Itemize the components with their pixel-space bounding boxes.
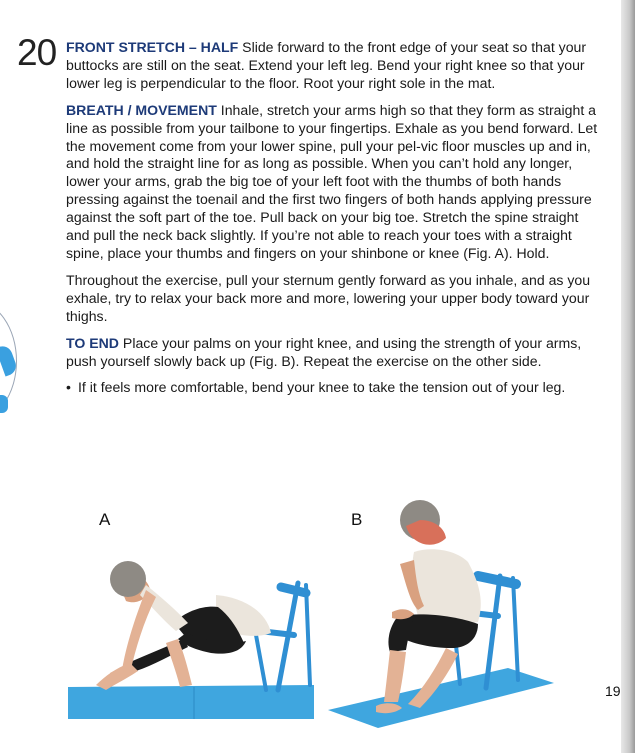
section-heading-to-end: TO END — [66, 334, 119, 351]
section-to-end — [66, 335, 600, 371]
figure-b-photo — [328, 498, 560, 730]
instruction-text — [66, 39, 600, 397]
page-number: 19 — [605, 683, 621, 699]
figure-a-label: A — [99, 510, 111, 529]
woman-figure-a — [96, 561, 271, 690]
folding-chair — [251, 583, 310, 690]
tip-text: If it feels more comfortable, bend your knee to take the tension out of your leg. — [78, 379, 566, 396]
figure-b-label: B — [351, 510, 363, 529]
section-body-to-end: Place your palms on your right knee, and using the strength of your arms, push yourself slowly back up (Fig. B). Repeat the exercise on the other side. — [66, 334, 582, 369]
figure-a-photo — [66, 535, 316, 725]
bullet-icon: • — [66, 379, 71, 396]
section-throughout — [66, 272, 600, 326]
tip-bullet — [66, 379, 600, 397]
section-front-stretch — [66, 39, 600, 93]
previous-page-mat-fragment-2 — [0, 395, 8, 413]
section-heading-breath: BREATH / MOVEMENT — [66, 101, 217, 118]
section-breath-movement — [66, 102, 600, 263]
section-body-front-stretch: Slide forward to the front edge of your seat so that your buttocks are still on the seat. Extend your left leg. Bend your right knee so that your lower leg is perpendicular to the floor. Root your right sole in the mat. — [66, 39, 587, 91]
section-heading-front-stretch: FRONT STRETCH – HALF — [66, 39, 239, 55]
exercise-number: 20 — [17, 32, 57, 73]
section-body-throughout: Throughout the exercise, pull your sternum gently forward as you inhale, and as you exhale, try to relax your back more and more, lowering your upper body toward your thighs. — [66, 271, 591, 324]
section-body-breath: Inhale, stretch your arms high so that they form as straight a line as possible from your tailbone to your fingertips. Exhale as you bend forward. Let the movement come from your lower spine, pull your pel-vic floor muscles up and in, and hold the straight line for as long as possible. When you can’t hold any longer, lower your arms, grab the big toe of your left foot with the thumbs of both hands pressing against the toenail and the first two fingers of both hands applying pressure against the soft part of the toe. Pull back on your big toe. Stretch the spine straight and pull the neck back slightly. If you’re not able to reach your toes with a straight spine, place your thumbs and fingers on your shinbone or knee (Fig. A). Hold. — [66, 101, 598, 261]
page-edge — [621, 0, 635, 753]
